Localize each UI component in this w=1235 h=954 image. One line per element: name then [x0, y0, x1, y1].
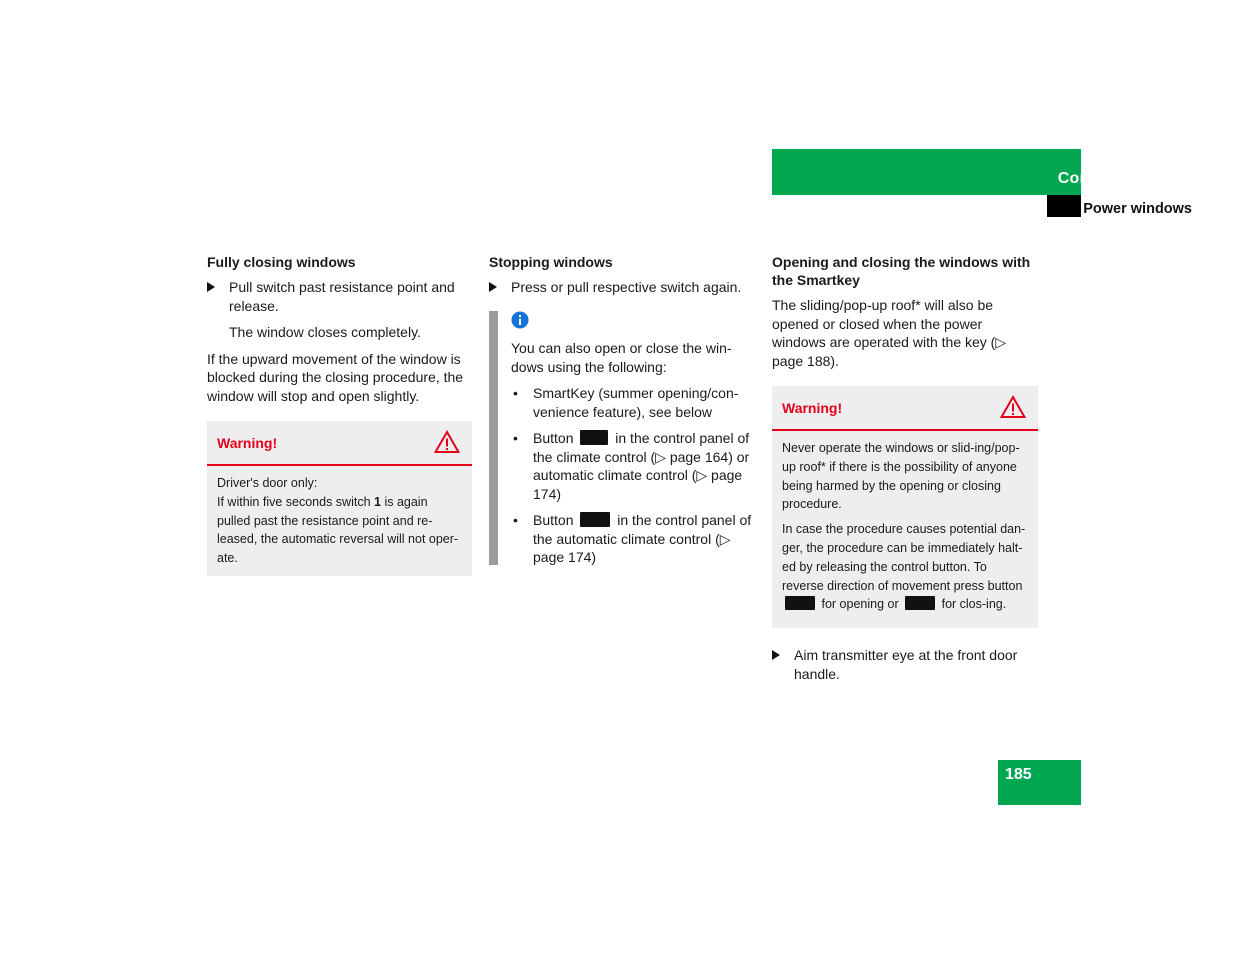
info-sidebar [489, 311, 498, 565]
heading-fully-closing: Fully closing windows [207, 254, 356, 270]
list-item: • Button in the control panel of the climate control (▷ page 164) or automatic climate control (▷ page 174) [513, 430, 750, 502]
warning-box [772, 386, 1038, 628]
list-item: • Button in the control panel of the automatic climate control (▷ page 174) [513, 512, 752, 565]
list-item: • SmartKey (summer opening/con-venience feature), see below [513, 385, 739, 420]
warning-header [207, 421, 472, 466]
warning-triangle-icon [1000, 395, 1026, 419]
info-intro: You can also open or close the win-dows using the following: [511, 340, 732, 375]
info-icon [511, 311, 529, 329]
step-result: The window closes completely. [229, 324, 421, 340]
instruction-step [772, 646, 1038, 683]
warning-paragraph: Never operate the windows or slid-ing/pop-up roof* if there is the possibility of anyone being harmed by the opening or closing procedure. [782, 441, 1020, 512]
info-note [489, 311, 754, 567]
step-text: Press or pull respective switch again. [511, 279, 742, 295]
step-text: Aim transmitter eye at the front door handle. [794, 647, 1018, 682]
warning-box [207, 421, 472, 576]
ventilation-button-icon [580, 512, 610, 527]
page-number: 185 [1005, 766, 1032, 783]
column-smartkey [772, 253, 1038, 691]
section-tab-marker [1047, 195, 1081, 217]
column-fully-closing [207, 253, 472, 576]
heading-smartkey: Opening and closing the windows with the Smartkey [772, 254, 1031, 288]
section-header-bar [772, 149, 1081, 195]
heading-stopping: Stopping windows [489, 254, 613, 270]
warning-line: If within five seconds switch 1 is again pulled past the resistance point and re-leased, the automatic reversal will not oper-ate. [217, 494, 459, 566]
body-paragraph: If the upward movement of the window is blocked during the closing procedure, the window will stop and open slightly. [207, 350, 464, 404]
unlock-button-icon [785, 596, 815, 610]
info-bullet-list [511, 384, 754, 567]
convertible-button-icon [580, 430, 608, 445]
step-text: Pull switch past resistance point and release. [229, 279, 455, 314]
warning-body [207, 466, 472, 576]
warning-body [772, 431, 1038, 628]
subsection-title: Power windows [1083, 201, 1192, 217]
warning-line: Driver's door only: [217, 476, 318, 490]
step-arrow-icon [772, 650, 780, 660]
warning-label: Warning! [782, 400, 843, 416]
warning-paragraph: In case the procedure causes potential dan-ger, the procedure can be immediately halt-ed by releasing the control button. To reverse direction of movement press button for opening or for clos-ing. [782, 522, 1026, 612]
step-arrow-icon [207, 282, 215, 292]
warning-triangle-icon [434, 430, 460, 454]
warning-label: Warning! [217, 435, 278, 451]
column-stopping [489, 253, 754, 575]
body-paragraph: The sliding/pop-up roof* will also be opened or closed when the power windows are operated with the key (▷ page 188). [772, 297, 1007, 369]
instruction-step [489, 278, 754, 297]
step-arrow-icon [489, 282, 497, 292]
instruction-step [207, 278, 472, 315]
lock-button-icon [905, 596, 935, 610]
warning-header [772, 386, 1038, 431]
section-title: Controls in detail [1057, 170, 1192, 187]
